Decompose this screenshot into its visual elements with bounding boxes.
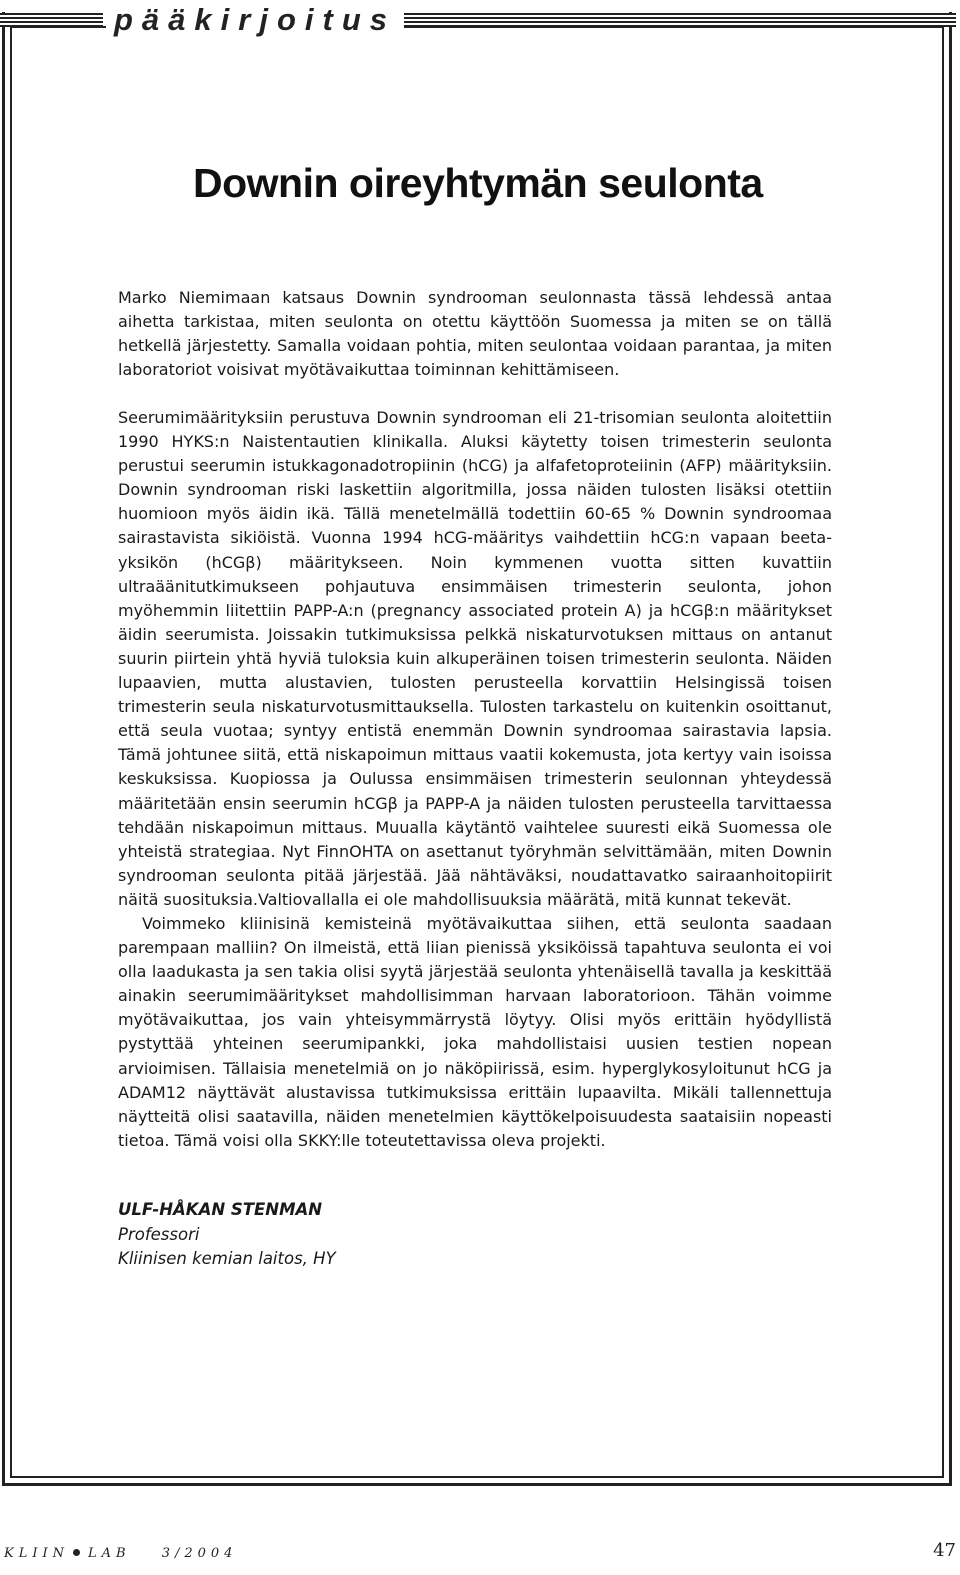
author-affiliation: Kliinisen kemian laitos, HY [118, 1249, 336, 1268]
header-rule-left [0, 13, 103, 27]
page-number: 47 [933, 1540, 956, 1561]
journal-name-part-1: KLIIN [4, 1546, 69, 1561]
body-paragraph-1: Seerumimäärityksiin perustuva Downin syndrooman eli 21-trisomian seulonta aloitettiin 1990 HYKS:n Naistentautien klinikalla. Aluksi käytetty toisen trimesterin seulonta perustui seerumin istukkagonadotropiinin (hCG) ja alfafetoproteiinin (AFP) määrityksiin. Downin syndrooman riski laskettiin algoritmilla, jossa näiden tulosten lisäksi otettiin huomioon myös äidin ikä. Tällä menetelmällä todettiin 60-65 % Downin syndroomaa sairastavista sikiöistä. Vuonna 1994 hCG-määritys vaihdettiin hCG:n vapaan beeta-yksikön (hCGβ) määritykseen. Noin kymmenen vuotta sitten kuvattiin ultraäänitutkimukseen pohjautuva ensimmäisen trimesterin seulonta, johon myöhemmin liitettiin PAPP-A:n (pregnancy associated protein A) ja hCGβ:n määritykset äidin seerumista. Joissakin tutkimuksissa pelkkä niskaturvotuksen mittaus on antanut suurin piirtein yhtä hyviä tuloksia kuin alkuperäinen toisen trimesterin seulonta. Näiden lupaavien, mutta alustavien, tulosten perusteella korvattiin Helsingissä toisen trimesterin seula niskaturvotusmittauksella. Tulosten tarkastelu on kuitenkin osoittanut, että seula vuotaa; syntyy entistä enemmän Downin syndroomaa sairastavia lapsia. Tämä johtunee siitä, että niskapoimun mittaus vaatii kokemusta, jota kertyy vain isoissa keskuksissa. Kuopiossa ja Oulussa ensimmäisen trimesterin seulonnan yhteydessä määritetään ensin seerumin hCGβ ja PAPP-A ja näiden tulosten perusteella tarvittaessa tehdään niskapoimun mittaus. Muualla käytäntö vaihtelee suuresti eikä Suomessa ole yhteistä strategiaa. Nyt FinnOHTA on asettanut työryhmän selvittämään, miten Downin syndrooman seulonta pitää järjestää. Jää nähtäväksi, noudattavatko sairaanhoitopiirit näitä suosituksia.Valtiovallalla ei ole mahdollisuuksia määrätä, mitä kunnat tekevät. [118, 408, 832, 909]
article-lead [118, 286, 832, 382]
author-role: Professori [118, 1224, 200, 1244]
body-paragraph-2: Voimmeko kliinisinä kemisteinä myötävaikuttaa siihen, että seulonta saadaan parempaan malliin? On ilmeistä, että liian pienissä yksiköissä tapahtuva seulonta ei voi olla laadukasta ja sen takia olisi syytä järjestää seulonta yhtenäisellä tavalla ja keskittää ainakin seerumimääritykset mahdollisimman harvaan laboratorioon. Tähän voimme myötävaikuttaa, jos vain yhteisymmärrystä löytyy. Olisi myös erittäin hyödyllistä pystyttää yhteinen seerumipankki, joka mahdollistaisi uusien testien nopean arvioimisen. Tällaisia menetelmiä on jo näköpiirissä, esim. hyperglykosyloitunut hCG ja ADAM12 näyttävät alustavissa tutkimuksissa erittäin lupaavilta. Mikäli tallennettuja näytteitä olisi saatavilla, näiden menetelmien käyttökelpoisuudesta saataisiin nopeasti tietoa. Tämä voisi olla SKKY:lle toteutettavissa oleva projekti. [118, 913, 832, 1150]
journal-footer [4, 1546, 237, 1561]
issue-number: 3/2004 [161, 1546, 238, 1561]
signature-block [118, 1198, 336, 1272]
journal-name-part-2: LAB [88, 1546, 131, 1561]
separator-dot-icon [73, 1549, 80, 1556]
article-title: Downin oireyhtymän seulonta [193, 160, 763, 206]
header-rule-right [404, 13, 956, 27]
section-label: pääkirjoitus [106, 0, 404, 42]
article-body [118, 406, 832, 1153]
author-name: ULF-HÅKAN STENMAN [118, 1200, 323, 1219]
lead-paragraph: Marko Niemimaan katsaus Downin syndrooman seulonnasta tässä lehdessä antaa aihetta tarkistaa, miten seulonta on otettu käyttöön Suomessa ja miten se on tällä hetkellä järjestetty. Samalla voidaan pohtia, miten seulontaa voidaan parantaa, ja miten laboratoriot voisivat myötävaikuttaa toiminnan kehittämiseen. [118, 288, 832, 380]
